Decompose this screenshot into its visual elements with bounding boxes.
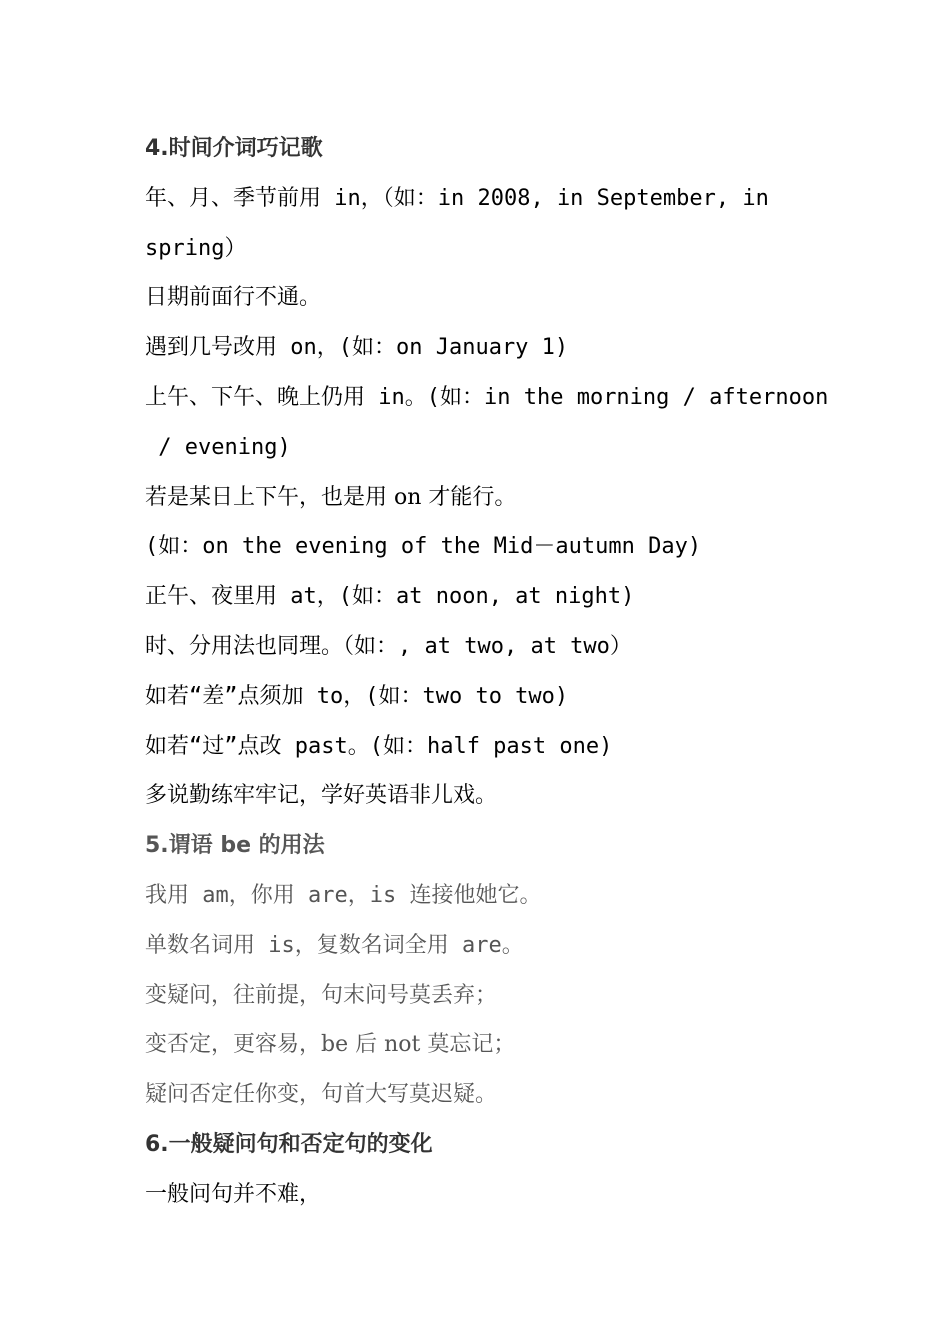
document-content	[145, 124, 829, 1220]
section-4-heading: 4.时间介词巧记歌	[145, 136, 323, 161]
section-4-line-5: 上午、下午、晚上仍用 in。(如：in the morning / afternoon	[145, 384, 829, 410]
section-5-line-2: 单数名词用 is，复数名词全用 are。	[145, 932, 524, 958]
section-4-line-1: 年、月、季节前用 in，（如：in 2008, in September, in	[145, 185, 769, 211]
section-4-line-8: (如：on the evening of the Mid－autumn Day)	[145, 534, 702, 560]
section-4-line-3: 日期前面行不通。	[145, 285, 322, 311]
section-4-line-13: 多说勤练牢牢记，学好英语非儿戏。	[145, 783, 498, 809]
section-4-line-10: 时、分用法也同理。（如：, at two, at two）	[145, 633, 632, 659]
section-4-line-12: 如若“过”点改 past。(如：half past one)	[145, 733, 613, 759]
section-6-heading: 6.一般疑问句和否定句的变化	[145, 1131, 433, 1157]
section-4-line-2: spring）	[145, 235, 247, 261]
section-4-line-6: / evening)	[145, 434, 291, 460]
section-5-heading: 5.谓语 be 的用法	[145, 833, 325, 859]
section-5-line-5: 疑问否定任你变，句首大写莫迟疑。	[145, 1082, 498, 1108]
section-5-line-1: 我用 am，你用 are，is 连接他她它。	[145, 882, 542, 908]
section-4-line-11: 如若“差”点须加 to，(如：two to two)	[145, 683, 569, 709]
section-6-line-1: 一般问句并不难，	[145, 1181, 322, 1207]
section-5-line-3: 变疑问，往前提，句末问号莫丢弃；	[145, 982, 498, 1008]
section-4-line-7: 若是某日上下午，也是用 on 才能行。	[145, 484, 517, 510]
section-4-line-4: 遇到几号改用 on，(如：on January 1)	[145, 335, 569, 361]
section-5-line-4: 变否定，更容易，be 后 not 莫忘记；	[145, 1032, 516, 1058]
section-4-line-9: 正午、夜里用 at，(如：at noon, at night)	[145, 584, 635, 610]
